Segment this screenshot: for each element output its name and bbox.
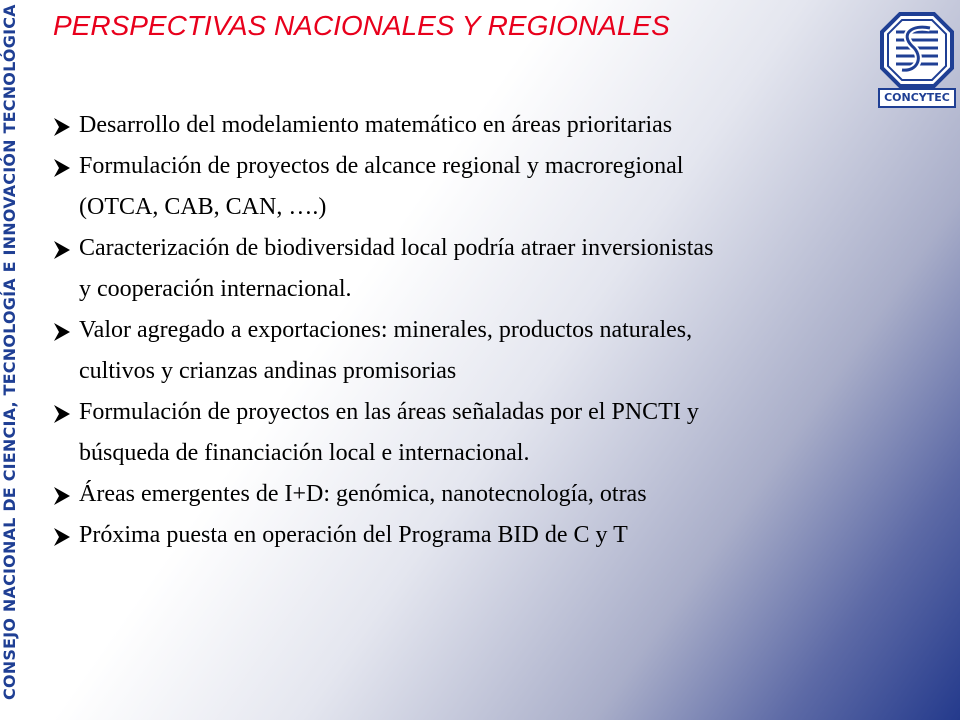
bullet-text-line: Áreas emergentes de I+D: genómica, nanotecnología, otras [79,481,647,507]
bullet-item [52,474,952,515]
bullet-item [52,310,952,392]
bullet-text-line: y cooperación internacional. [79,276,352,302]
bullet-list [52,105,952,556]
arrow-bullet-icon [52,486,72,506]
bullet-text-line: (OTCA, CAB, CAN, ….) [79,194,327,220]
bullet-item [52,392,952,474]
concytec-logo [878,10,956,108]
bullet-text-line: Caracterización de biodiversidad local podría atraer inversionistas [79,235,714,261]
bullet-item [52,228,952,310]
arrow-bullet-icon [52,322,72,342]
slide-title: PERSPECTIVAS NACIONALES Y REGIONALES [53,10,670,41]
bullet-text-line: Próxima puesta en operación del Programa BID de C y T [79,522,628,548]
bullet-item [52,105,952,146]
arrow-bullet-icon [52,117,72,137]
arrow-bullet-icon [52,404,72,424]
bullet-text-line: Formulación de proyectos en las áreas señaladas por el PNCTI y [79,399,699,425]
bullet-item [52,515,952,556]
bullet-text-line: Valor agregado a exportaciones: minerales, productos naturales, [79,317,693,343]
concytec-logo-icon [878,10,956,90]
bullet-text-line: Formulación de proyectos de alcance regional y macroregional [79,153,684,179]
arrow-bullet-icon [52,240,72,260]
bullet-item [52,146,952,228]
bullet-text-line: Desarrollo del modelamiento matemático en áreas prioritarias [79,112,673,138]
arrow-bullet-icon [52,158,72,178]
side-institution-name: CONSEJO NACIONAL DE CIENCIA, TECNOLOGÍA E INNOVACIÓN TECNOLÓGICA [0,4,19,700]
logo-label: CONCYTEC [878,88,956,108]
arrow-bullet-icon [52,527,72,547]
bullet-text-line: búsqueda de financiación local e internacional. [79,440,530,466]
bullet-text-line: cultivos y crianzas andinas promisorias [79,358,457,384]
